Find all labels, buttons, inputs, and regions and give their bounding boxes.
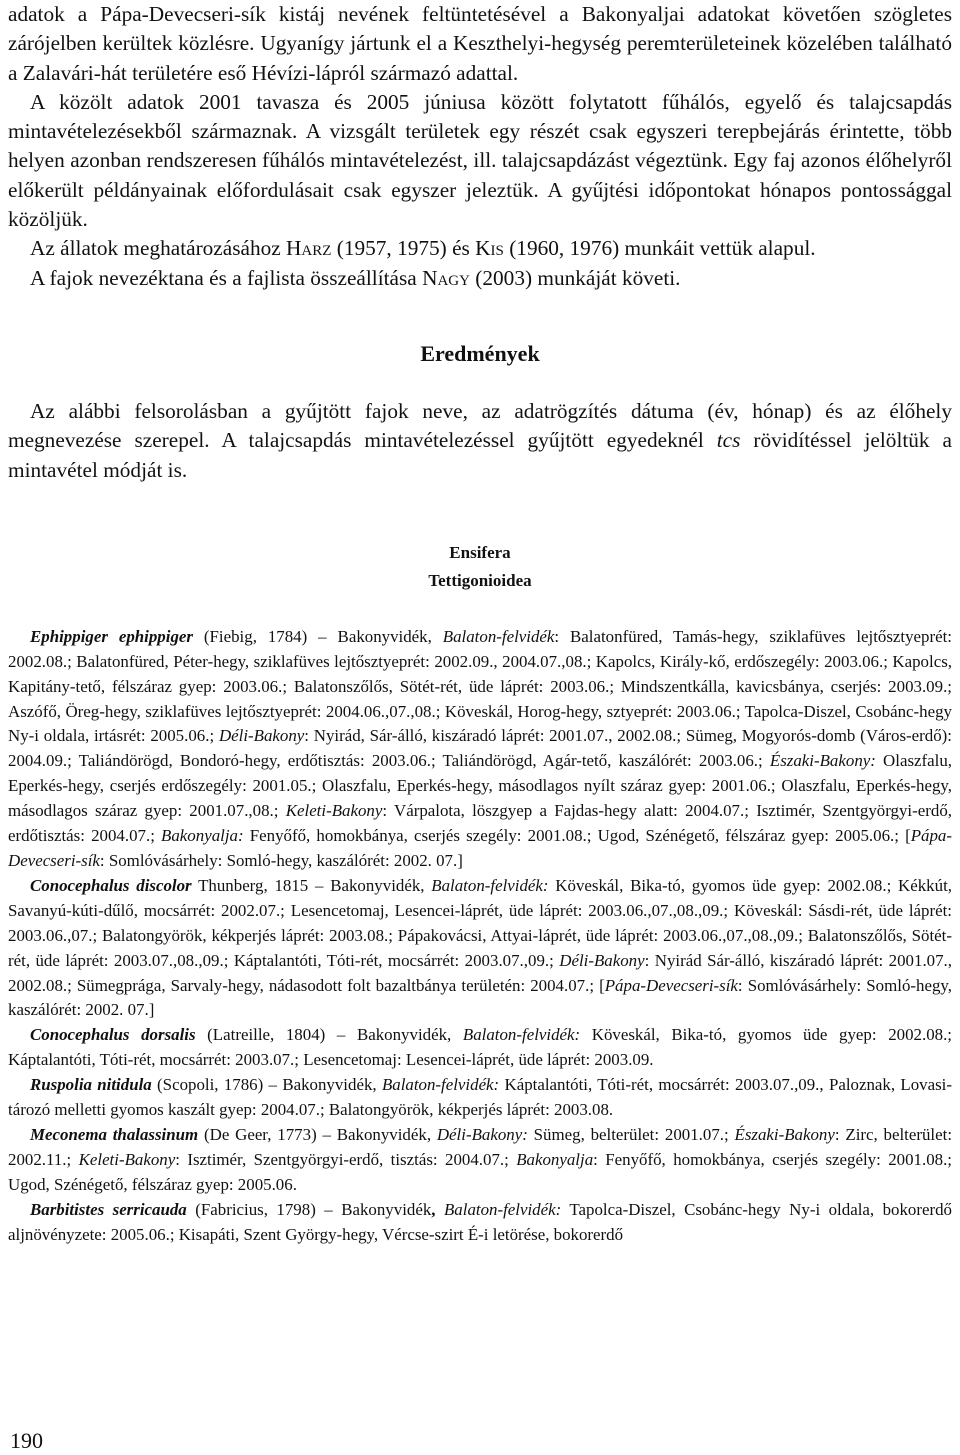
text-run: (2003) munkáját követi.	[469, 265, 681, 290]
locality-text: : Somlóvásárhely: Somló-hegy, kaszálórét: 2002. 07.]	[99, 851, 463, 871]
species-entry	[8, 625, 952, 874]
species-name: Ruspolia nitidula	[30, 1075, 152, 1095]
species-name: Conocephalus dorsalis	[30, 1025, 196, 1045]
author-name: Nagy	[422, 265, 470, 290]
section-heading: Eredmények	[420, 340, 540, 366]
intro-paragraph: adatok a Pápa-Devecseri-sík kistáj nevének feltüntetésével a Bakonyaljai adatokat követően szögletes zárójelben kerültek közlésre. Ugyanígy jártunk el a Keszthelyi-hegység peremterületeinek közelében található a Zalavári-hát területére eső Hévízi-lápról származó adattal.	[8, 2, 952, 85]
region-name: Pápa-Devecseri-sík	[604, 975, 738, 995]
punctuation: ,	[431, 1199, 436, 1219]
taxon-headings	[8, 539, 952, 595]
region-name: Balaton-felvidék:	[431, 875, 549, 895]
locality-text: : Balatonfüred, Tamás-hegy, sziklafüves lejtősztyeprét: 2002.08.; Balatonfüred, Péter-hegy, sziklafüves lejtősztyeprét: 2002.09., 2004.07.,08.; Kapolcs, Király-kő, erdőszegély: 2003.06.; Kapolcs, Kapitány-tető, félszáraz gyep: 2003.06.; Balatonszőlős, Sötét-rét, üde láprét: 2003.06.; Mindszentkálla, kavicsbánya, cserjés: 2003.09.; Aszófő, Öreg-hegy, sziklafüves lejtősztyeprét: 2004.06.,07.,08.; Köveskál, Horog-hegy, sztyeprét: 2003.06.; Tapolca-Diszel, Csobánc-hegy Ny-i oldala, irtásrét: 2005.06.;	[8, 626, 952, 746]
locality-text: : Nyirád, Sár-álló, kiszáradó láprét: 2001.07., 2002.08.; Sümeg, Mogyorós-domb (Város-erdő): 2004.09.; Taliándörögd, Bondoró-hegy, erdőtisztás: 2003.06.; Taliándörögd, Agár-tető, kaszálórét: 2003.06.;	[8, 726, 952, 771]
region-name: Bakonyalja:	[161, 826, 244, 846]
text-run: A fajok nevezéktana és a fajlista összeállítása	[30, 265, 423, 290]
text-run: Az állatok meghatározásához	[30, 236, 287, 261]
locality-text: : Fenyőfő, homokbánya, cserjés szegély: 2001.08.; Ugod, Szénégető, félszáraz gyep: 2005.06.	[8, 1149, 953, 1194]
region-name: Déli-Bakony	[218, 726, 305, 746]
species-authority: (Latreille, 1804) – Bakonyvidék,	[195, 1025, 463, 1045]
intro-section	[8, 0, 952, 293]
species-name: Ephippiger ephippiger	[30, 626, 193, 646]
region-name: Balaton-felvidék:	[381, 1075, 500, 1095]
species-list	[8, 625, 952, 1248]
locality-text: Sümeg, belterület: 2001.07.;	[527, 1124, 735, 1144]
region-name: Pápa-Devecseri-sík	[8, 826, 952, 871]
species-entry	[8, 1198, 952, 1248]
locality-text: : Zirc, belterület: 2002.11.;	[8, 1124, 953, 1169]
locality-text: Köveskál, Bika-tó, gyomos üde gyep: 2002.08.; Káptalantóti, Tóti-rét, mocsárrét: 2003.07.; Lesencetomaj: Lesencei-láprét, üde láprét: 2003.09.	[8, 1025, 953, 1070]
region-name: Északi-Bakony:	[769, 751, 876, 771]
region-name: Bakonyalja	[516, 1149, 594, 1169]
abbreviation: tcs	[716, 428, 741, 453]
intro-paragraph	[8, 264, 952, 293]
species-authority: (Scopoli, 1786) – Bakonyvidék,	[151, 1075, 382, 1095]
page-body	[8, 0, 952, 1248]
author-name: Harz	[286, 236, 332, 261]
species-authority: (De Geer, 1773) – Bakonyvidék,	[198, 1124, 437, 1144]
region-name: Déli-Bakony:	[436, 1124, 528, 1144]
species-entry	[8, 1073, 952, 1123]
species-name: Conocephalus discolor	[30, 875, 192, 895]
species-authority: (Fiebig, 1784) – Bakonyvidék,	[192, 626, 443, 646]
region-name: Balaton-felvidék:	[435, 1199, 562, 1219]
species-name: Barbitistes serricauda	[30, 1199, 187, 1219]
region-name: Keleti-Bakony	[285, 801, 383, 821]
intro-paragraph: A közölt adatok 2001 tavasza és 2005 júniusa között folytatott fűhálós, egyelő és talajcsapdás mintavételezésekből származnak. A vizsgált területek egy részét csak egyszeri terepbejárás érintette, több helyen azonban rendszeresen fűhálós mintavételezést, ill. talajcsapdázást végeztünk. Egy faj azonos élőhelyről előkerült példányainak előfordulásait csak egyszer jeleztük. A gyűjtési időpontokat hónapos pontossággal közöljük.	[8, 89, 952, 232]
page-number: 190	[10, 1428, 43, 1453]
taxon-family: Tettigonioidea	[428, 570, 532, 590]
results-paragraph	[8, 397, 952, 485]
text-run: Az alábbi felsorolásban a gyűjtött fajok neve, az adatrögzítés dátuma (év, hónap) és az élőhely megnevezése szerepel. A talajcsapdás mintavételezéssel gyűjtött egyedeknél	[8, 398, 952, 453]
text-run: rövidítéssel jelöltük a mintavétel módját is.	[8, 428, 952, 482]
locality-text: : Nyirád Sár-álló, kiszáradó láprét: 2001.07., 2002.08.; Sümegprága, Sarvaly-hegy, nádasodott folt bazaltbánya területén: 2004.07.; [	[8, 950, 952, 995]
intro-paragraph	[8, 234, 952, 263]
species-entry	[8, 874, 952, 1023]
region-name: Keleti-Bakony	[78, 1149, 176, 1169]
region-name: Déli-Bakony	[559, 950, 645, 970]
text-run: (1957, 1975) és	[331, 236, 476, 261]
taxon-order: Ensifera	[449, 542, 511, 562]
text-run: (1960, 1976) munkáit vettük alapul.	[503, 236, 816, 261]
locality-text: Köveskál, Bika-tó, gyomos üde gyep: 2002.08.; Kékkút, Savanyú-kúti-dűlő, mocsárrét: 2002.07.; Lesencetomaj, Lesencei-láprét, üde láprét: 2003.06.,07.,08.,09.; Köveskál: Sásdi-rét, üde láprét: 2003.06.,07.; Balatongyörök, kékperjés láprét: 2003.08.; Pápakovácsi, Attyai-láprét, üde láprét: 2003.06.,07.,08.,09.; Balatonszőlős, Sötét-rét, üde láprét: 2003.07.,08.,09.; Káptalantóti, Tóti-rét, mocsárrét: 2003.07.,09.;	[8, 875, 952, 970]
species-authority: (Fabricius, 1798) – Bakonyvidék	[186, 1199, 432, 1219]
locality-text: : Somlóvásárhely: Somló-hegy, kaszálórét: 2002. 07.]	[8, 975, 952, 1020]
species-entry	[8, 1123, 952, 1198]
species-entry	[8, 1023, 952, 1073]
locality-text: Káptalantóti, Tóti-rét, mocsárrét: 2003.07.,09., Paloznak, Lovasi-tározó melletti gyomos kaszált gyep: 2004.07.; Balatongyörök, kékperjés láprét: 2003.08.	[8, 1075, 952, 1120]
region-name: Balaton-felvidék	[442, 626, 555, 646]
author-name: Kis	[475, 236, 504, 261]
locality-text: Tapolca-Diszel, Csobánc-hegy Ny-i oldala, bokorerdő aljnövényzete: 2005.06.; Kisapáti, Szent György-hegy, Vércse-szirt É-i letörése, bokorerdő	[8, 1199, 952, 1244]
species-name: Meconema thalassinum	[30, 1124, 199, 1144]
locality-text: : Isztimér, Szentgyörgyi-erdő, tisztás: 2004.07.;	[175, 1149, 517, 1169]
locality-text: Fenyőfő, homokbánya, cserjés szegély: 2001.08.; Ugod, Szénégető, félszáraz gyep: 2005.06.; [	[243, 826, 911, 846]
locality-text: : Várpalota, löszgyep a Fajdas-hegy alatt: 2004.07.; Isztimér, Szentgyörgyi-erdő, erdőtisztás: 2004.07.;	[8, 801, 952, 846]
region-name: Északi-Bakony	[734, 1124, 835, 1144]
locality-text: Olaszfalu, Eperkés-hegy, cserjés erdőszegély: 2001.05.; Olaszfalu, Eperkés-hegy, másodlagos nyílt száraz gyep: 2001.06.; Olaszfalu, Eperkés-hegy, másodlagos száraz gyep: 2001.07.,08.;	[8, 751, 953, 821]
species-authority: Thunberg, 1815 – Bakonyvidék,	[191, 875, 432, 895]
region-name: Balaton-felvidék:	[462, 1025, 581, 1045]
